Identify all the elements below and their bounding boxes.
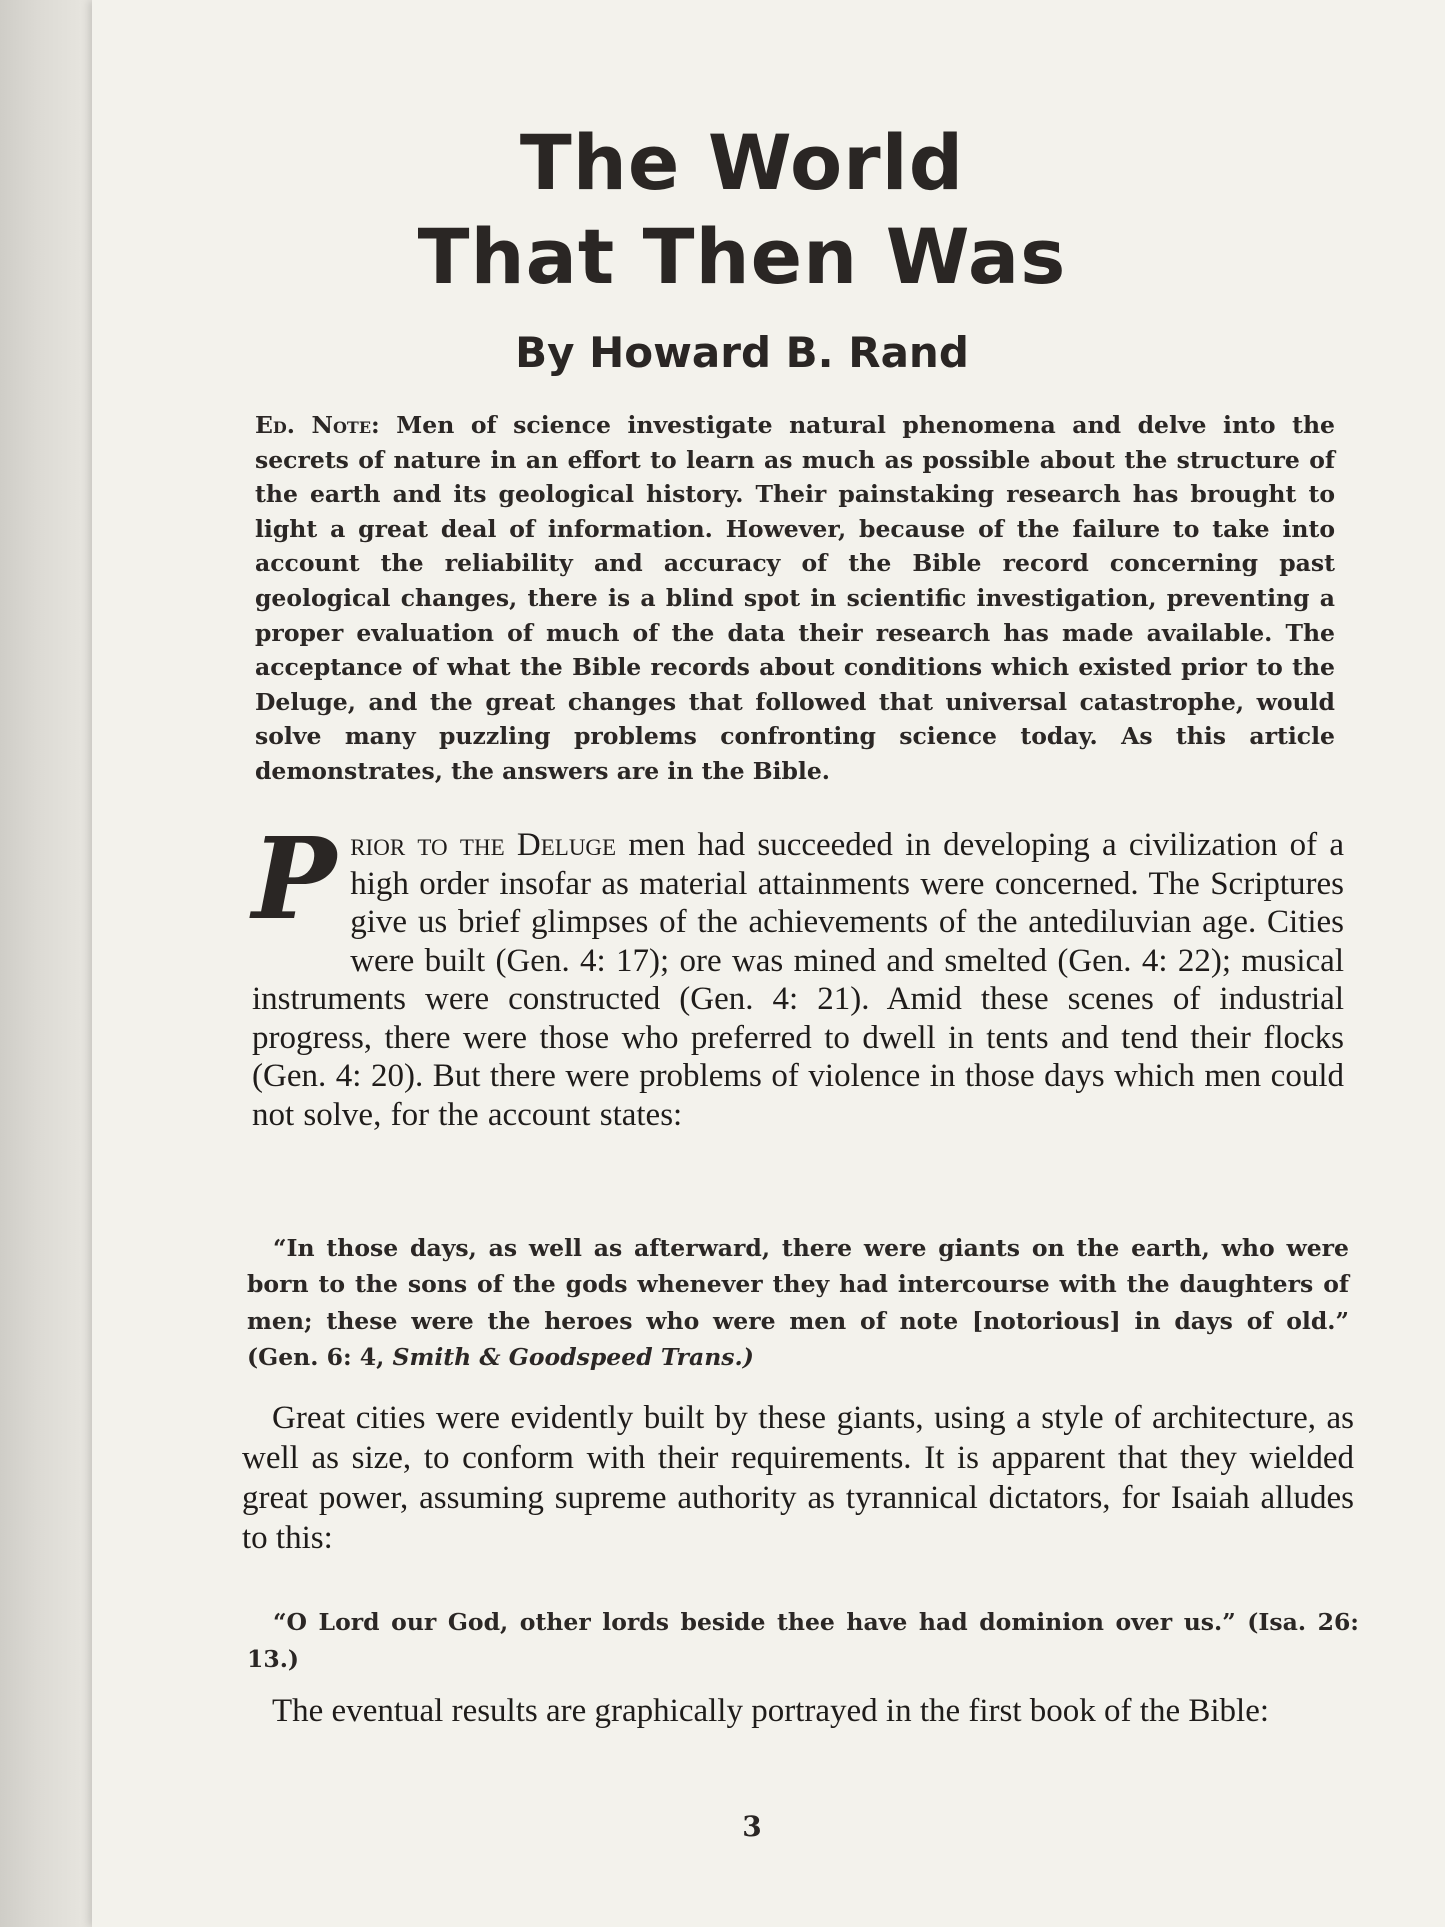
editor-note-text: Men of science investigate natural phenomena and delve into the secrets of nature in an effort to learn as much as possible about the structure of the earth and its geological history. Their painstaking research has brought to light a great deal of information. However, because of the failure to take into account the reliability and accuracy of the Bible record concerning past geological changes, there is a blind spot in scientific investigation, preventing a proper evaluation of much of the data their research has made available. The acceptance of what the Bible records about conditions which existed prior to the Deluge, and the great changes that followed that universal catastrophe, would solve many puzzling problems confronting science today. As this article demonstrates, the answers are in the Bible. xyxy=(255,411,1335,785)
article-title-line-1: The World xyxy=(519,118,965,207)
editor-note xyxy=(255,408,1335,789)
lead-in-small-caps: rior to the Deluge xyxy=(350,827,617,863)
article-paragraph-2: Great cities were evidently built by these giants, using a style of architecture, as well as size, to conform with their requirements. It is apparent that they wielded great power, assuming supreme authority as tyrannical dictators, for Isaiah alludes to this: xyxy=(242,1400,1354,1556)
paragraph-1-text: men had succeeded in developing a civilization of a high order insofar as material attainments were concerned. The Scriptures give us brief glimpses of the achievements of the antediluvian age. Cities were built (Gen. 4: 17); ore was mined and smelted (Gen. 4: 22); musical instruments were constructed (Gen. 4: 21). Amid these scenes of industrial progress, there were those who preferred to dwell in tents and tend their flocks (Gen. 4: 20). But there were problems of violence in those days which men could not solve, for the account states: xyxy=(252,827,1345,1133)
book-page xyxy=(92,0,1445,1927)
quote-1-text: “In those days, as well as afterward, there were giants on the earth, who were born to the sons of the gods whenever they had intercourse with the daughters of men; these were the heroes who were men of note [notorious] in days of old.” xyxy=(247,1234,1349,1335)
scripture-quote-2: “O Lord our God, other lords beside thee have had dominion over us.” (Isa. 26: 13.) xyxy=(247,1608,1359,1673)
scripture-quote-1 xyxy=(247,1230,1349,1376)
editor-note-label: Ed. Note: xyxy=(255,411,380,439)
book-gutter-shadow xyxy=(0,0,95,1927)
article-paragraph-1 xyxy=(252,814,1345,1134)
quote-1-source: Smith & Goodspeed Trans.) xyxy=(392,1343,754,1372)
author-byline: By Howard B. Rand xyxy=(515,328,969,377)
quote-1-reference: (Gen. 6: 4, xyxy=(247,1343,385,1372)
article-paragraph-3: The eventual results are graphically portrayed in the first book of the Bible: xyxy=(272,1693,1270,1729)
page-number: 3 xyxy=(742,1810,762,1843)
drop-cap: P xyxy=(252,814,337,945)
article-title-line-2: That Then Was xyxy=(417,212,1067,301)
